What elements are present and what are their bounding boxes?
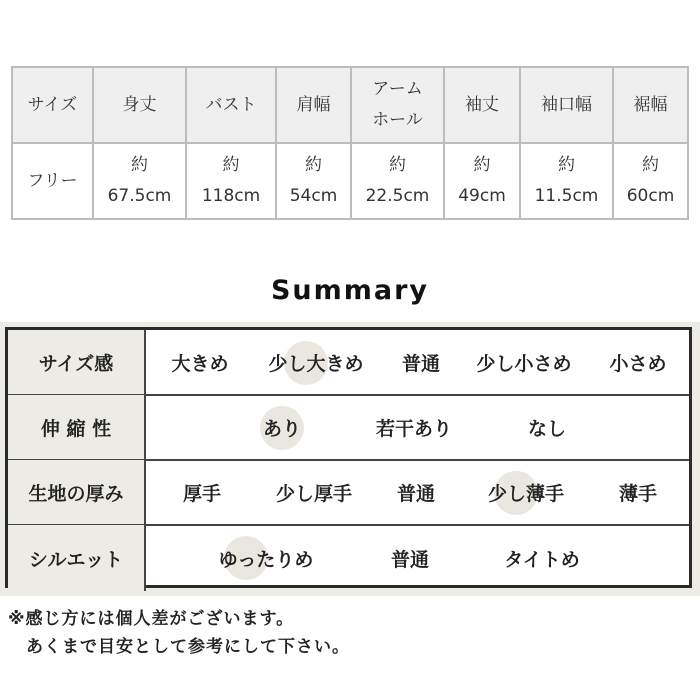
length-value: [93, 143, 186, 219]
value: 49cm: [458, 186, 506, 206]
summary-row-label: サイズ感: [8, 330, 146, 394]
header-sleeve: 袖丈: [444, 67, 520, 143]
bust-value: [186, 143, 276, 219]
summary-table: [5, 327, 692, 588]
size-table-header-row: [12, 67, 688, 143]
armhole-line2: ホール: [372, 110, 423, 130]
note-line-1: ※感じ方には個人差がございます。: [8, 609, 295, 629]
value: 22.5cm: [365, 186, 430, 206]
prefix: 約: [131, 155, 148, 175]
summary-option: 少し厚手: [275, 482, 353, 505]
header-cuff: 袖口幅: [520, 67, 613, 143]
header-bust: バスト: [186, 67, 276, 143]
summary-option: なし: [527, 417, 567, 440]
header-shoulder: 肩幅: [276, 67, 351, 143]
sleeve-value: [444, 143, 520, 219]
summary-option: 若干あり: [375, 417, 453, 440]
prefix: 約: [642, 155, 659, 175]
summary-row: [8, 525, 689, 591]
value: 60cm: [626, 186, 675, 206]
value: 11.5cm: [534, 186, 599, 206]
summary-option: あり: [262, 417, 302, 440]
summary-option: 普通: [401, 352, 441, 375]
size-table-row: [12, 143, 688, 219]
prefix: 約: [558, 155, 575, 175]
summary-row-label: シルエット: [8, 525, 146, 591]
prefix: 約: [305, 155, 322, 175]
summary-row-label: 生地の厚み: [8, 460, 146, 524]
note-line-2: あくまで目安として参考にして下さい。: [8, 637, 350, 657]
summary-title: Summary: [270, 275, 430, 306]
summary-option: 薄手: [618, 482, 658, 505]
summary-row: [8, 395, 689, 461]
summary-option: 大きめ: [171, 352, 229, 375]
value: 67.5cm: [107, 186, 172, 206]
size-table: [11, 66, 689, 220]
value: 54cm: [289, 186, 338, 206]
header-hem: 裾幅: [613, 67, 688, 143]
prefix: 約: [222, 155, 240, 175]
size-value: フリー: [12, 143, 93, 219]
summary-option: 小さめ: [609, 352, 667, 375]
summary-option: タイトめ: [504, 548, 580, 571]
armhole-value: [351, 143, 444, 219]
summary-option: 少し小さめ: [476, 352, 572, 375]
summary-option: 厚手: [182, 482, 222, 505]
summary-option: ゆったりめ: [218, 548, 314, 571]
disclaimer: [8, 605, 350, 661]
prefix: 約: [473, 155, 491, 175]
value: 118cm: [201, 186, 261, 206]
prefix: 約: [389, 155, 406, 175]
header-size: サイズ: [12, 67, 93, 143]
header-length: 身丈: [93, 67, 186, 143]
summary-row: [8, 330, 689, 396]
summary-option: 普通: [390, 548, 430, 571]
summary-option: 普通: [396, 482, 436, 505]
summary-row: [8, 460, 689, 526]
cuff-value: [520, 143, 613, 219]
summary-option: 少し大きめ: [268, 352, 364, 375]
armhole-line1: アーム: [372, 79, 423, 99]
summary-row-label: 伸 縮 性: [8, 395, 146, 459]
hem-value: [613, 143, 688, 219]
summary-option: 少し薄手: [487, 482, 565, 505]
shoulder-value: [276, 143, 351, 219]
header-armhole: [351, 67, 444, 143]
